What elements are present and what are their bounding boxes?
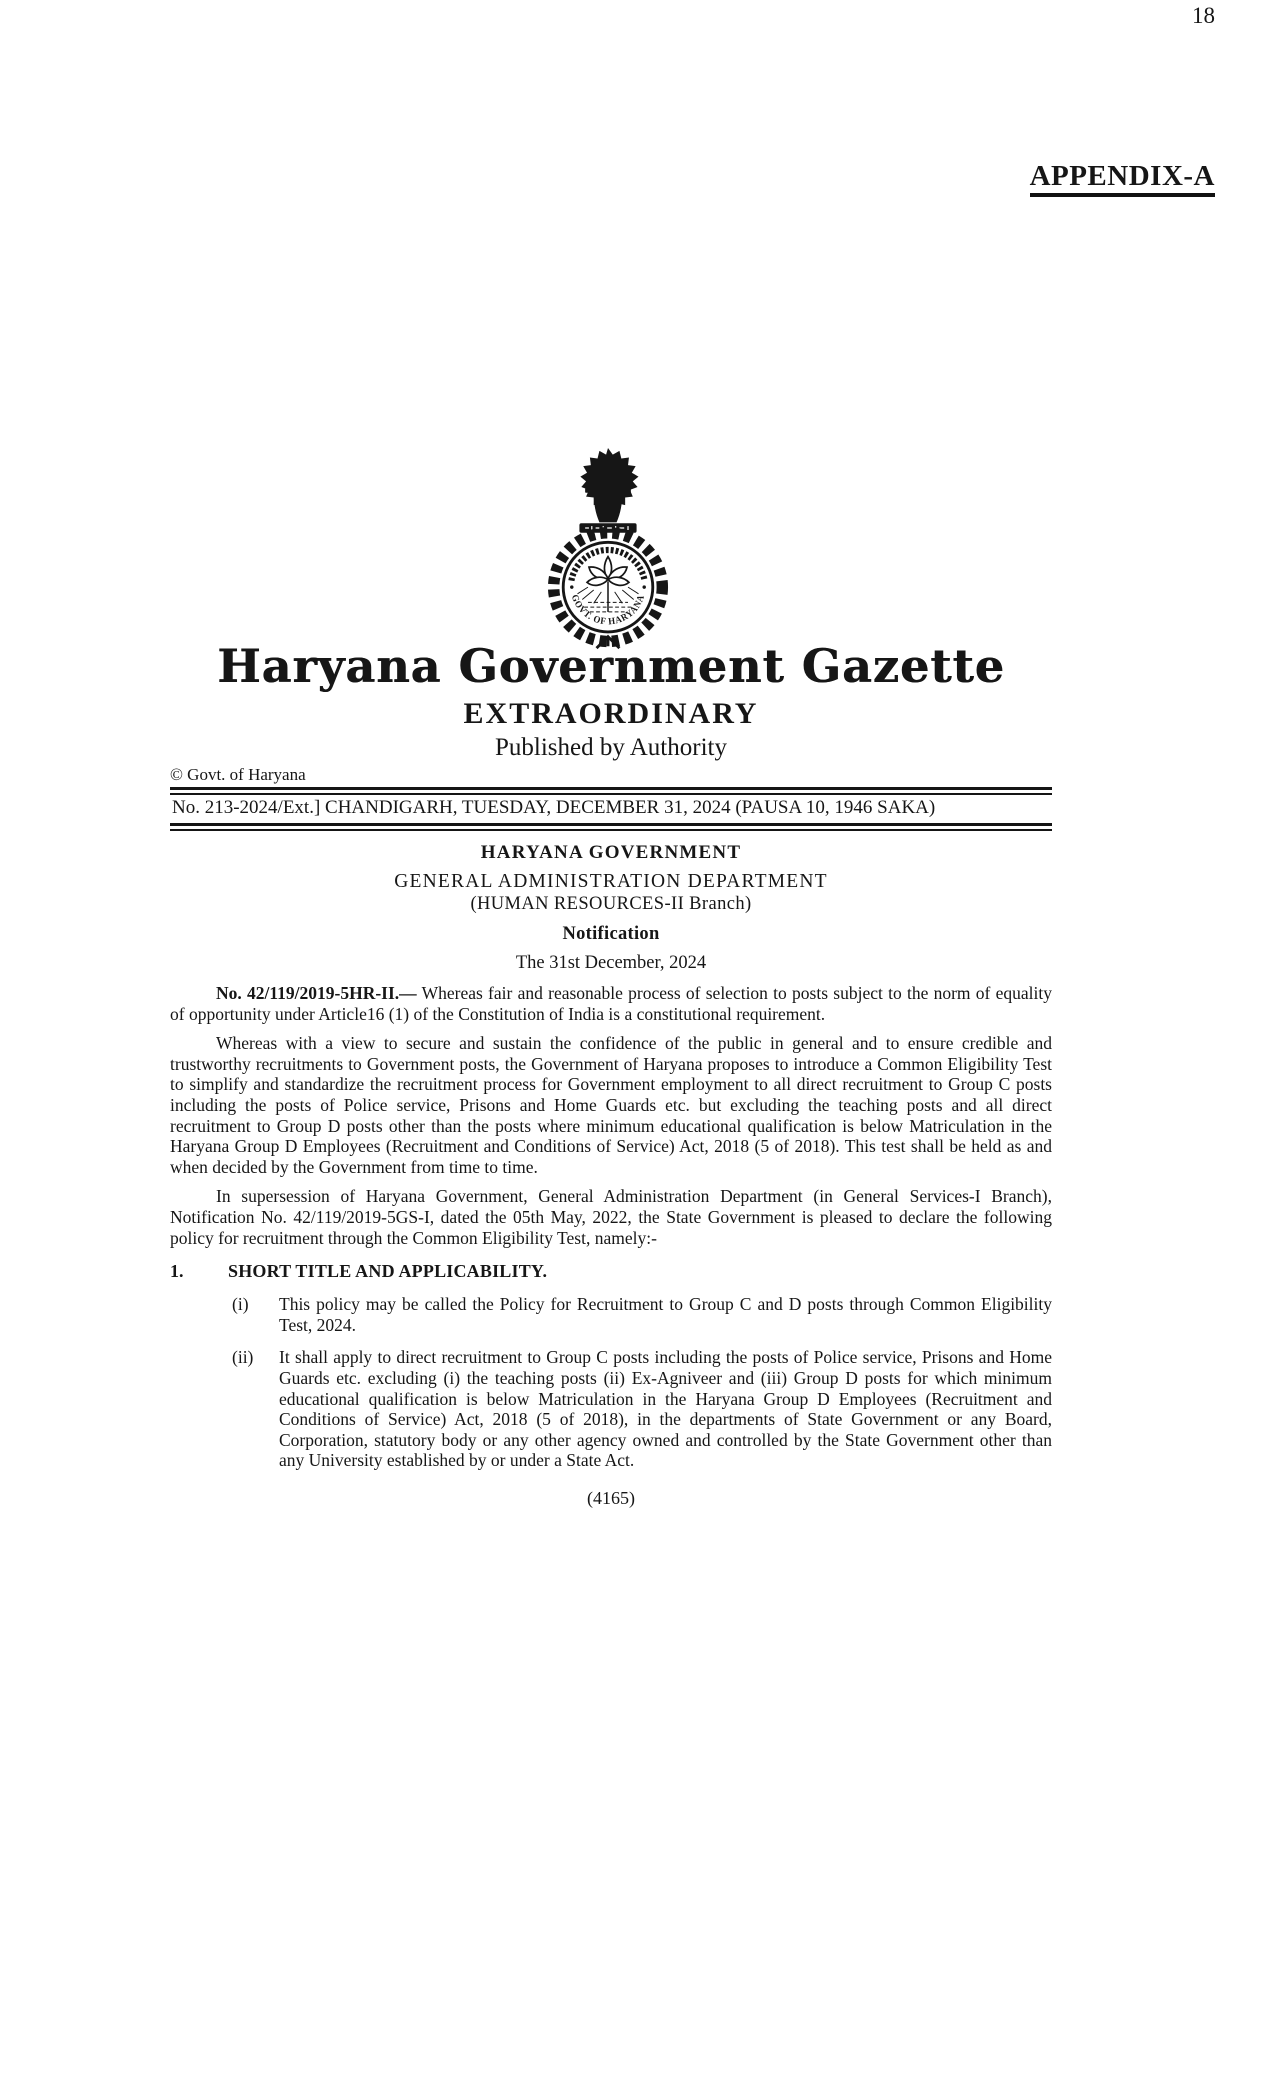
notification-ref-number: No. 42/119/2019-5HR-II.— xyxy=(216,983,417,1003)
page-number: 18 xyxy=(1192,3,1215,28)
emblem-graphic xyxy=(527,446,689,652)
gazette-dateline: No. 213-2024/Ext.] CHANDIGARH, TUESDAY, DECEMBER 31, 2024 (PAUSA 10, 1946 SAKA) xyxy=(172,797,936,818)
section-title: SHORT TITLE AND APPLICABILITY. xyxy=(228,1261,548,1282)
list-item xyxy=(170,1294,1052,1335)
paragraph-1-text: Whereas fair and reasonable process of selection to posts subject to the norm of equality of opportunity under Article16 (1) of the Constitution of India is a constitutional requirement. xyxy=(170,983,1052,1024)
seal-dot-right xyxy=(642,585,645,588)
heading-branch: (HUMAN RESOURCES-II Branch) xyxy=(470,894,752,914)
published-by-authority: Published by Authority xyxy=(495,734,727,761)
paragraph-2: Whereas with a view to secure and sustain the confidence of the public in general and to ensure credible and trustworthy recruitments to Government posts, the Government of Haryana proposes to introduce a Common Eligibility Test to simplify and standardize the recruitment process for Government employment to all direct recruitment to Group C posts including the posts of Police service, Prisons and Home Guards etc. but excluding the teaching posts and all direct recruitment to Group D posts other than the posts where minimum educational qualification is below Matriculation in the Haryana Group D Employees (Recruitment and Conditions of Service) Act, 2018 (5 of 2018). This test shall be held as and when decided by the Government from time to time. xyxy=(170,1033,1052,1177)
paragraph-1 xyxy=(170,983,1052,1024)
heading-notification: Notification xyxy=(562,924,660,944)
appendix-heading: APPENDIX-A xyxy=(1030,161,1215,197)
list-item-label: (i) xyxy=(232,1294,249,1315)
double-rule-bottom xyxy=(170,823,1052,831)
copyright-line: © Govt. of Haryana xyxy=(170,765,306,784)
section-number: 1. xyxy=(170,1261,184,1282)
ashoka-capital-icon xyxy=(580,448,638,522)
seal-dot-left xyxy=(570,585,573,588)
notification-date: The 31st December, 2024 xyxy=(515,953,707,973)
heading-department: GENERAL ADMINISTRATION DEPARTMENT xyxy=(394,871,828,892)
double-rule-top xyxy=(170,787,1052,795)
govt-of-haryana-arc-text: GOVT. OF HARYANA xyxy=(568,593,648,628)
section-1-heading xyxy=(170,1261,1052,1282)
list-item-label: (ii) xyxy=(232,1347,254,1368)
heading-government: HARYANA GOVERNMENT xyxy=(480,842,742,863)
list-item xyxy=(170,1347,1052,1471)
gazette-title: Haryana Government Gazette xyxy=(217,639,1005,693)
document-body xyxy=(170,640,1052,1509)
gazette-subtitle: EXTRAORDINARY xyxy=(463,697,759,730)
list-item-text: It shall apply to direct recruitment to Group C posts including the posts of Police service, Prisons and Home Guards etc. excluding (i) the teaching posts (ii) Ex-Agniveer and (iii) Group D posts for which minimum educational qualification is below Matriculation in the Haryana Group D Employees (Recruitment and Conditions of Service) Act, 2018 (5 of 2018), in the departments of State Government or any Board, Corporation, statutory body or any other agency owned and controlled by the State Government other than any University established by or under a State Act. xyxy=(279,1347,1052,1471)
haryana-government-emblem xyxy=(527,446,689,657)
gazette-serial-number: (4165) xyxy=(587,1487,635,1508)
paragraph-3: In supersession of Haryana Government, General Administration Department (in General Services-I Branch), Notification No. 42/119/2019-5GS-I, dated the 05th May, 2022, the State Government is pleased to declare the following policy for recruitment through the Common Eligibility Test, namely:- xyxy=(170,1186,1052,1248)
list-item-text: This policy may be called the Policy for Recruitment to Group C and D posts through Common Eligibility Test, 2024. xyxy=(279,1294,1052,1335)
